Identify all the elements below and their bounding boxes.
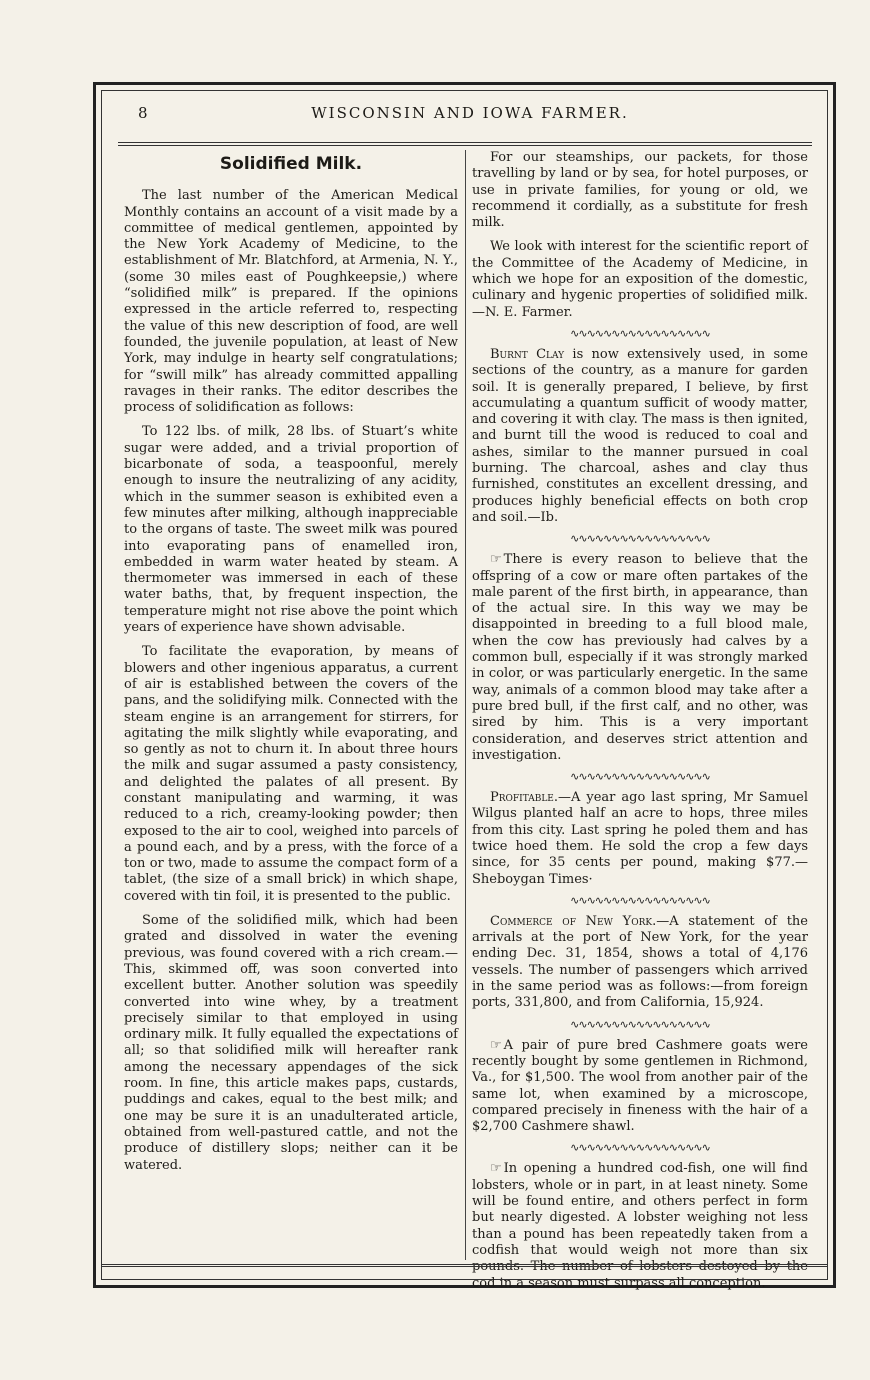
- codfish-item: [472, 1161, 808, 1291]
- page-number: 8: [138, 104, 150, 122]
- ornament-rule: ∿∿∿∿∿∿∿∿∿∿∿∿∿∿∿∿∿: [570, 326, 710, 340]
- ornament-rule: ∿∿∿∿∿∿∿∿∿∿∿∿∿∿∿∿∿: [570, 1017, 710, 1031]
- pointing-hand-icon: ☞: [490, 1037, 502, 1053]
- article-paragraph: We look with interest for the scientific report of the Committee of the Academy of Medicine, in which we hope for an exposition of the domestic, culinary and hygenic properties of solidified milk.—N. E. Farmer.: [472, 239, 808, 320]
- left-column: [124, 150, 458, 1182]
- running-header: [130, 104, 810, 134]
- pointing-hand-icon: ☞: [490, 552, 502, 568]
- commerce-item: [472, 914, 808, 1012]
- column-divider: [465, 150, 466, 1260]
- offspring-item: [472, 552, 808, 764]
- pointing-hand-icon: ☞: [490, 1161, 502, 1177]
- profitable-item: [472, 790, 808, 888]
- item-text: is now extensively used, in some sections of the country, as a manure for garden soil. It is generally prepared, I believe, by first accumulating a quantum sufficit of woody matter, and covering it with clay. The mass is then ignited, and burnt till the wood is reduced to coal and ashes, similar to the manner pursued in coal burning. The charcoal, ashes and clay thus furnished, constitutes an excellent dressing, and produces highly beneficial effects on both crop and soil.—Ib.: [472, 346, 809, 525]
- burnt-clay-item: [472, 347, 808, 526]
- article-paragraph: Some of the solidified milk, which had been grated and dissolved in water the evening previous, was found covered with a rich cream.—This, skimmed off, was soon converted into excellent butter. Another solution was speedily converted into wine whey, by a treatment precisely similar to that employed in using ordinary milk. It fully equalled the expectations of all; so that solidified milk will hereafter rank among the necessary appendages of the sick room. In fine, this article makes paps, custards, puddings and cakes, equal to the best milk; and one may be sure it is an unadulterated article, obtained from well-pastured cattle, and not the produce of distillery slops; neither can it be watered.: [124, 913, 458, 1173]
- article-paragraph: For our steamships, our packets, for those travelling by land or by sea, for hotel purposes, or use in private families, for young or old, we recommend it cordially, as a substitute for fresh milk.: [472, 150, 808, 231]
- item-text: —A statement of the arrivals at the port of New York, for the year ending Dec. 31, 1854, shows a total of 4,176 vessels. The number of passengers which arrived in the same period was as follows:—from foreign ports, 331,800, and from California, 15,924.: [472, 913, 808, 1011]
- item-text: —A year ago last spring, Mr Samuel Wilgus planted half an acre to hops, three miles from this city. Last spring he poled them and has twice hoed them. He sold the crop a few days since, for 35 cents per pound, making $77.—Sheboygan Times·: [472, 790, 808, 887]
- ornament-rule: ∿∿∿∿∿∿∿∿∿∿∿∿∿∿∿∿∿: [570, 1141, 710, 1155]
- goats-item: [472, 1038, 808, 1136]
- ornament-rule: ∿∿∿∿∿∿∿∿∿∿∿∿∿∿∿∿∿: [570, 770, 710, 784]
- header-rule: [118, 142, 812, 146]
- item-text: A pair of pure bred Cashmere goats were recently bought by some gentlemen in Richmond, Va., for $1,500. The wool from another pair of the same lot, when examined by a microscope, compared precisely in fineness with the hair of a $2,700 Cashmere shawl.: [472, 1037, 808, 1135]
- article-paragraph: The last number of the American Medical Monthly contains an account of a visit made by a committee of medical gentlemen, appointed by the New York Academy of Medicine, to the establishment of Mr. Blatchford, at Armenia, N. Y., (some 30 miles east of Poughkeepsie,) where “solidified milk” is prepared. If the opinions expressed in the article referred to, respecting the value of this new description of food, are well founded, the juvenile population, at least of New York, may indulge in hearty self congratulations; for “swill milk” has already committed appalling ravages in their ranks. The editor describes the process of solidification as follows:: [124, 188, 458, 416]
- right-column: [472, 150, 808, 1300]
- item-text: In opening a hundred cod-fish, one will find lobsters, whole or in part, in at least ninety. Some will be found entire, and others perfect in form but nearly digested. A lobster weighing not less than a pound has been repeatedly taken from a codfish that would weigh not more than six pounds. The number of lobsters destoyed by the cod in a season must surpass all conception.: [472, 1161, 808, 1291]
- item-text: There is every reason to believe that the offspring of a cow or mare often partakes of the male parent of the first birth, in appearance, than of the actual sire. In this way we may be disappointed in breeding to a full blood male, when the cow has previously had calves by a common bull, especially if it was strongly marked in color, or was particularly energetic. In the same way, animals of a common blood may take after a pure bred bull, if the first calf, and no other, was sired by him. This is a very important consideration, and deserves strict attention and investigation.: [472, 552, 808, 763]
- ornament-rule: ∿∿∿∿∿∿∿∿∿∿∿∿∿∿∿∿∿: [570, 893, 710, 907]
- ornament-rule: ∿∿∿∿∿∿∿∿∿∿∿∿∿∿∿∿∿: [570, 532, 710, 546]
- item-lead: Profitable.: [490, 790, 559, 806]
- item-lead: Burnt Clay: [490, 346, 565, 362]
- article-heading: Solidified Milk.: [219, 154, 363, 174]
- item-lead: Commerce of New York.: [490, 913, 657, 929]
- journal-title: WISCONSIN AND IOWA FARMER.: [311, 104, 629, 122]
- article-paragraph: To facilitate the evaporation, by means of blowers and other ingenious apparatus, a current of air is established between the covers of the pans, and the solidifying milk. Connected with the steam engine is an arrangement for stirrers, for agitating the milk slightly while evaporating, and so gently as not to churn it. In about three hours the milk and sugar assumed a pasty consistency, and delighted the palates of all present. By constant manipulating and warming, it was reduced to a rich, creamy-looking powder; then exposed to the air to cool, weighed into parcels of a pound each, and by a press, with the force of a ton or two, made to assume the compact form of a tablet, (the size of a small brick) in which shape, covered with tin foil, it is presented to the public.: [124, 644, 458, 904]
- footer-rule: [101, 1264, 828, 1267]
- article-paragraph: To 122 lbs. of milk, 28 lbs. of Stuart’s white sugar were added, and a trivial proportion of bicarbonate of soda, a teaspoonful, merely enough to insure the neutralizing of any acidity, which in the summer season is exhibited even a few minutes after milking, although inappreciable to the organs of taste. The sweet milk was poured into evaporating pans of enamelled iron, embedded in warm water heated by steam. A thermometer was immersed in each of these water baths, that, by frequent inspection, the temperature might not rise above the point which years of experience have shown advisable.: [124, 424, 458, 636]
